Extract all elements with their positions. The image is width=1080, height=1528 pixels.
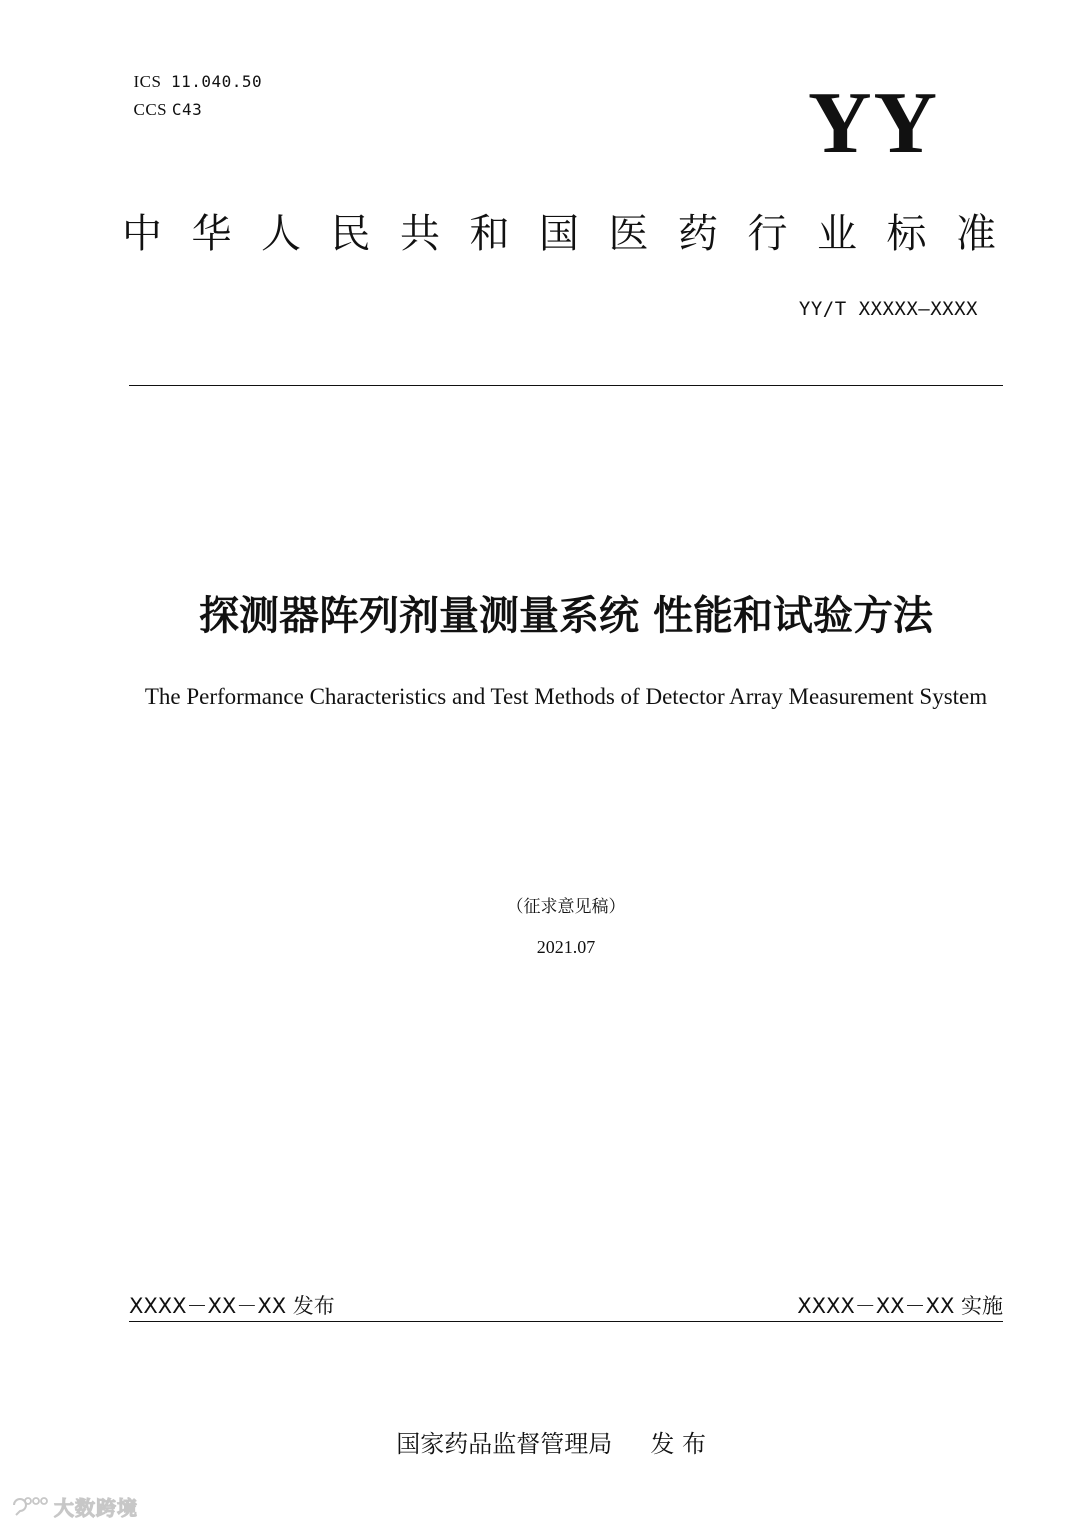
standard-title: 中华人民共和国医药行业标准 [122, 211, 1026, 257]
brand-logo-icon [8, 1493, 48, 1521]
implement-date: XXXX－XX－XX 实施 [797, 1294, 1003, 1318]
draft-note: （征求意见稿） [506, 897, 626, 917]
ccs-line [124, 80, 202, 120]
footer-divider [129, 1321, 1003, 1322]
ics-code: 11.040.50 [170, 72, 263, 91]
ccs-label: CCS [133, 100, 168, 119]
issue-date: XXXX－XX－XX 发布 [129, 1294, 335, 1318]
publisher-name: 国家药品监督管理局 [396, 1430, 613, 1458]
header-divider [129, 385, 1003, 386]
ics-label: ICS [133, 72, 162, 91]
standard-number: YY/T XXXXX—XXXX [798, 298, 978, 320]
ccs-code: C43 [171, 100, 203, 119]
watermark-text: 大数跨境 [54, 1496, 138, 1520]
publisher-line [381, 1396, 706, 1459]
document-title-cn: 探测器阵列剂量测量系统 性能和试验方法 [199, 593, 933, 639]
watermark [8, 1492, 138, 1521]
publish-word: 发 布 [650, 1430, 707, 1458]
draft-date: 2021.07 [536, 937, 596, 957]
document-title-en: The Performance Characteristics and Test Methods of Detector Array Measurement System [144, 684, 988, 709]
industry-mark: YY [808, 75, 940, 172]
